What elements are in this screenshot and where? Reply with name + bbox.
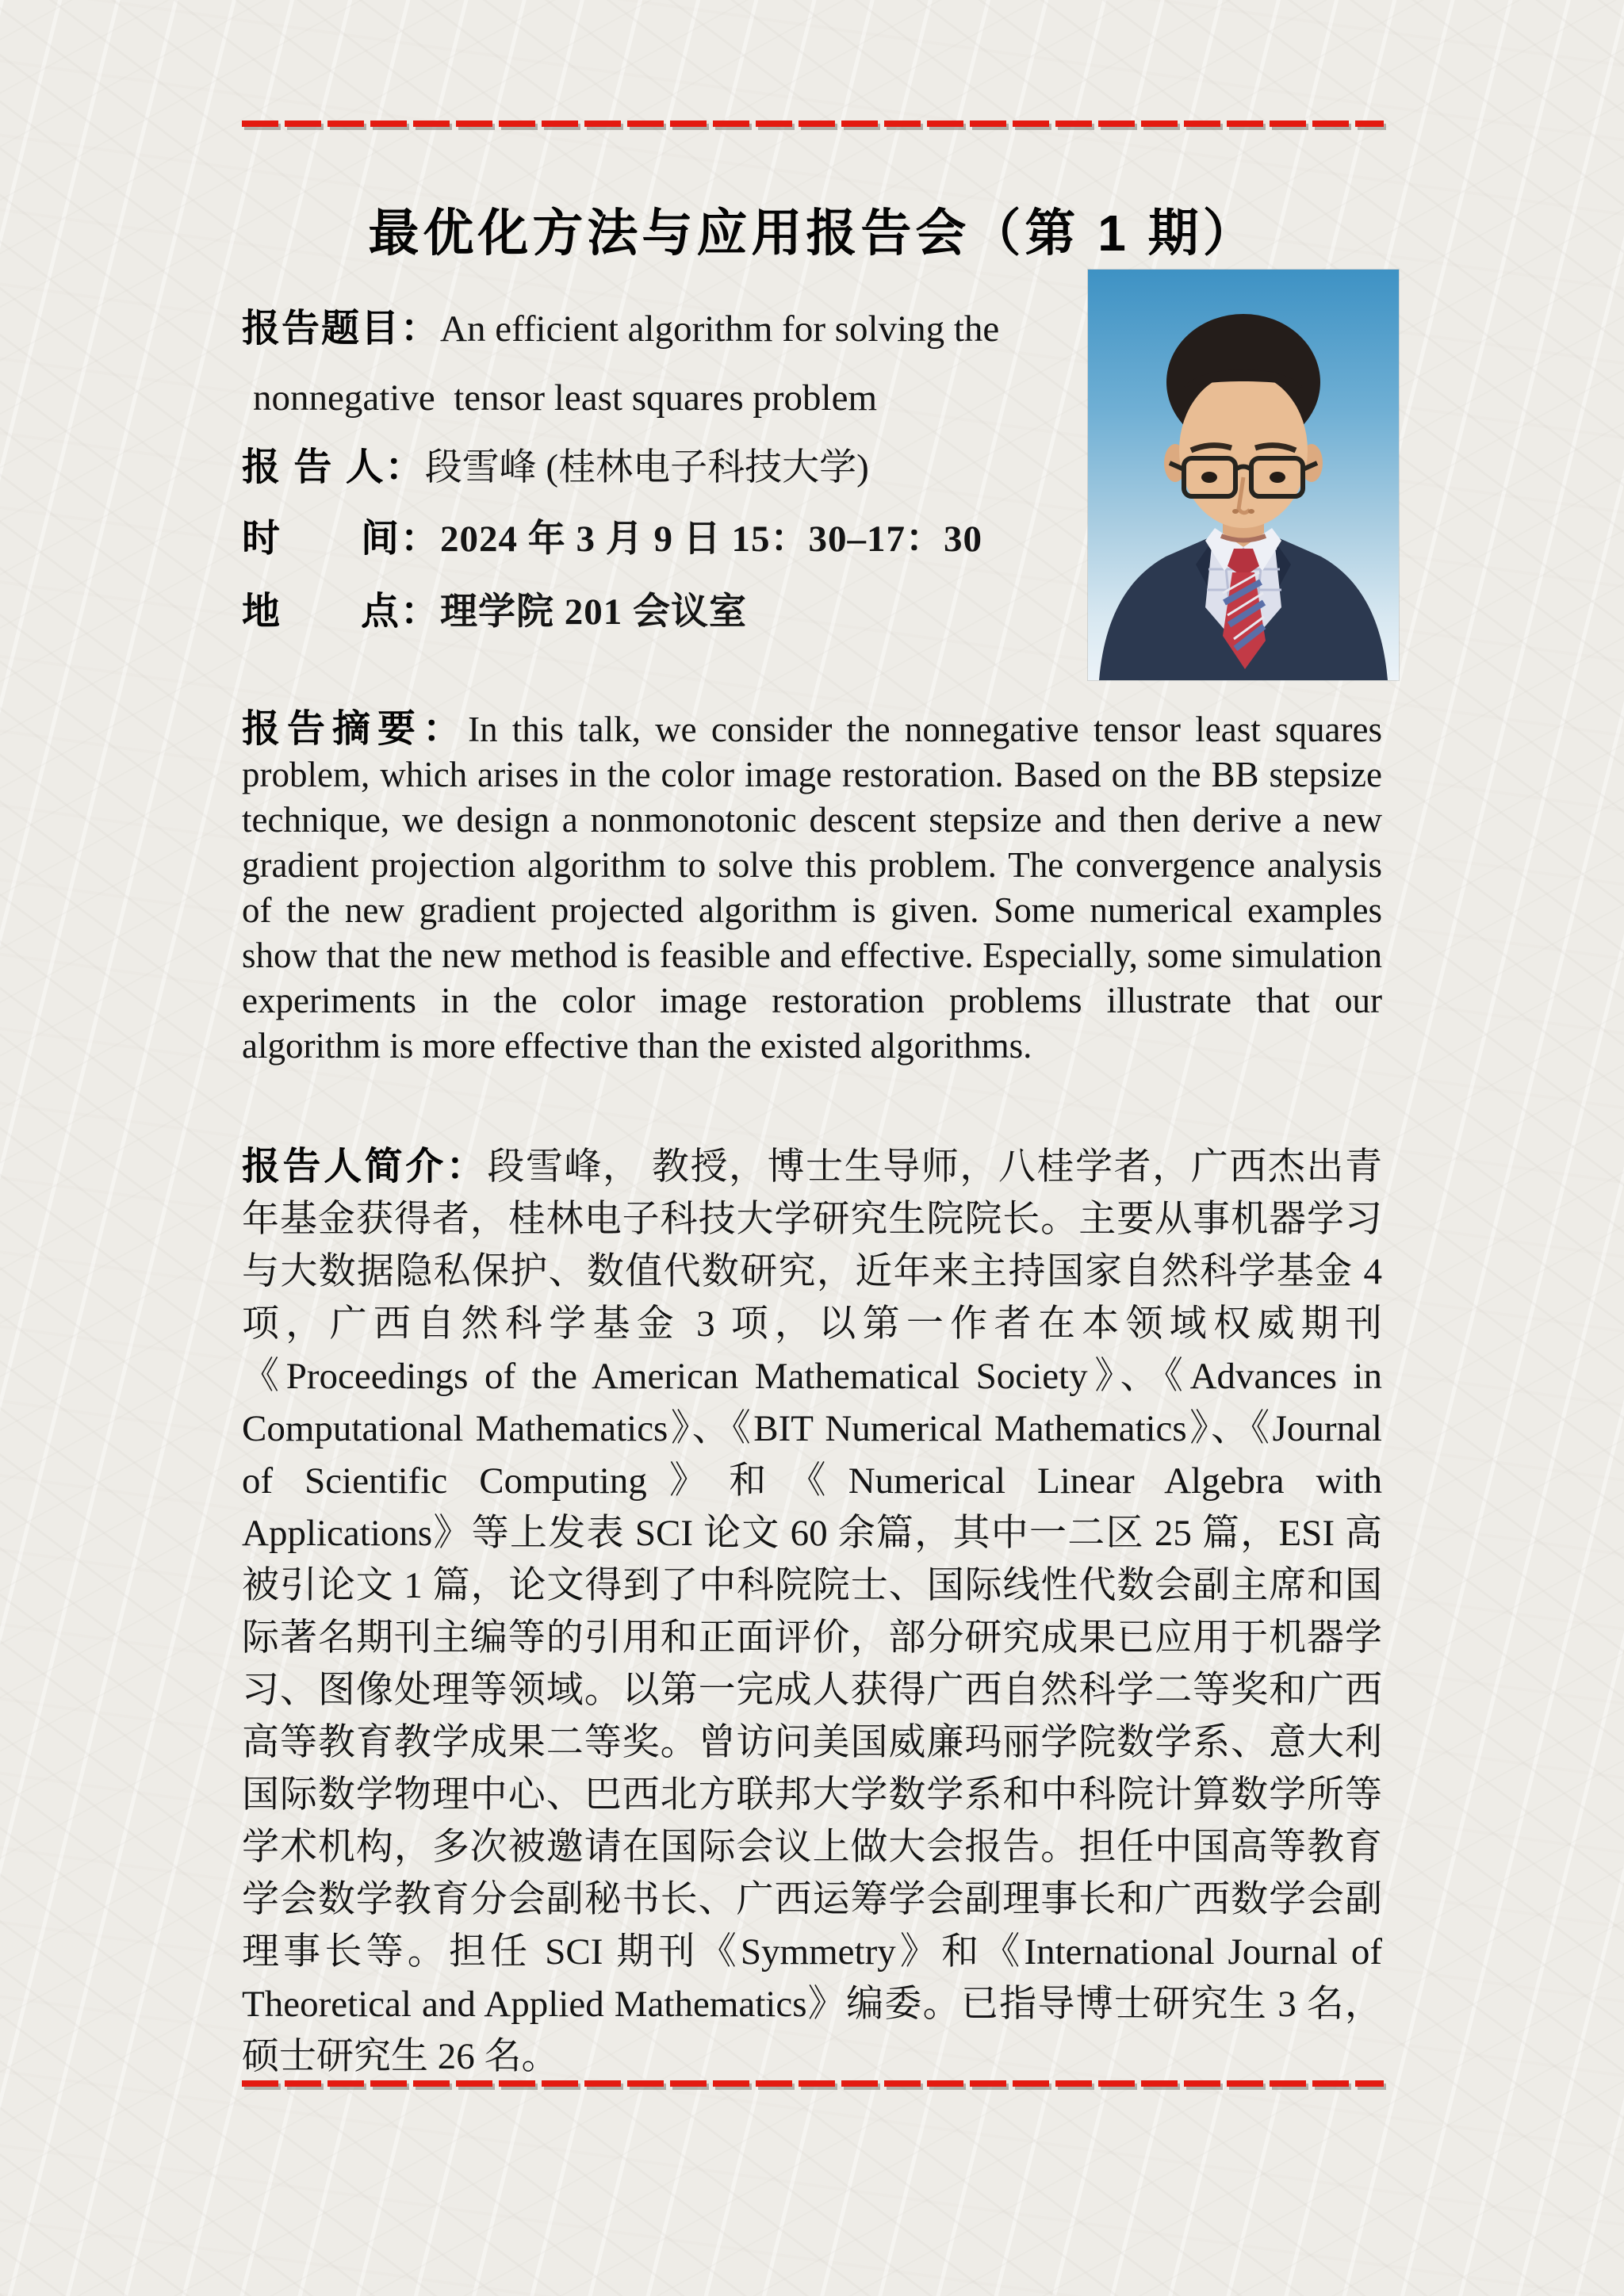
bio-label: 报告人简介： [242,1146,488,1188]
bio-text: 段雪峰， 教授，博士生导师，八桂学者，广西杰出青年基金获得者，桂林电子科技大学研究生院院长。主要从事机器学习与大数据隐私保护、数值代数研究，近年来主持国家自然科学基金 4 项，广西自然科学基金 3 项，以第一作者在本领域权威期刊《Proceedings of the American Mathematical Society》、《Advances in Computational Mathematics》、《BIT Numerical Mathematics》、《Journal of Scientific Computing》和《Numerical Linear Algebra with Applications》等上发表 SCI 论文 60 余篇，其中一二区 25 篇，ESI 高被引论文 1 篇，论文得到了中科院院士、国际线性代数会副主席和国际著名期刊主编等的引用和正面评价，部分研究成果已应用于机器学习、图像处理等领域。以第一完成人获得广西自然科学二等奖和广西高等教育教学成果二等奖。曾访问美国威廉玛丽学院数学系、意大利国际数学物理中心、巴西北方联邦大学数学系和中科院计算数学所等学术机构，多次被邀请在国际会议上做大会报告。担任中国高等教育学会数学教育分会副秘书长、广西运筹学会副理事长和广西数学会副理事长等。担任 SCI 期刊《Symmetry》和《International Journal of Theoretical and Applied Mathematics》编委。已指导博士研究生 3 名，硕士研究生 26 名。 [242,1146,1382,2077]
speaker-value: 段雪峰 (桂林电子科技大学) [424,447,869,488]
speaker-row [242,444,1082,492]
speaker-portrait-illustration [1088,270,1399,680]
venue-row [242,588,1082,636]
venue-value: 理学院 201 会议室 [440,591,748,633]
speaker-photo [1088,270,1399,680]
topic-label: 报告题目： [242,308,441,350]
top-red-divider [242,121,1384,127]
speaker-label: 报 告 人： [242,446,425,488]
abstract-label: 报告摘要： [242,708,469,750]
time-value: 2024 年 3 月 9 日 15：30–17：30 [440,519,983,560]
topic-value-line1: An efficient algorithm for solving the [440,308,1000,350]
abstract-text: In this talk, we consider the nonnegative tensor least squares problem, which arises in the color image restoration. Based on the BB stepsize technique, we design a nonmonotonic descent stepsize and then derive a new gradient projection algorithm to solve this problem. The convergence analysis of the new gradient projected algorithm is given. Some numerical examples show that the new method is feasible and effective. Especially, some simulation experiments in the color image restoration problems illustrate that our algorithm is more effective than the existed algorithms. [242,710,1382,1066]
topic-row [242,305,1082,353]
bio-paragraph [242,1141,1382,2083]
bottom-red-divider [242,2080,1384,2087]
page-title: 最优化方法与应用报告会（第 1 期） [368,205,1258,262]
abstract-paragraph [242,706,1382,1069]
topic-row-continued [242,374,1094,422]
time-label: 时 间： [242,518,441,560]
venue-label: 地 点： [242,591,441,633]
time-row [242,515,1082,563]
topic-value-line2: nonnegative tensor least squares problem [253,377,878,419]
